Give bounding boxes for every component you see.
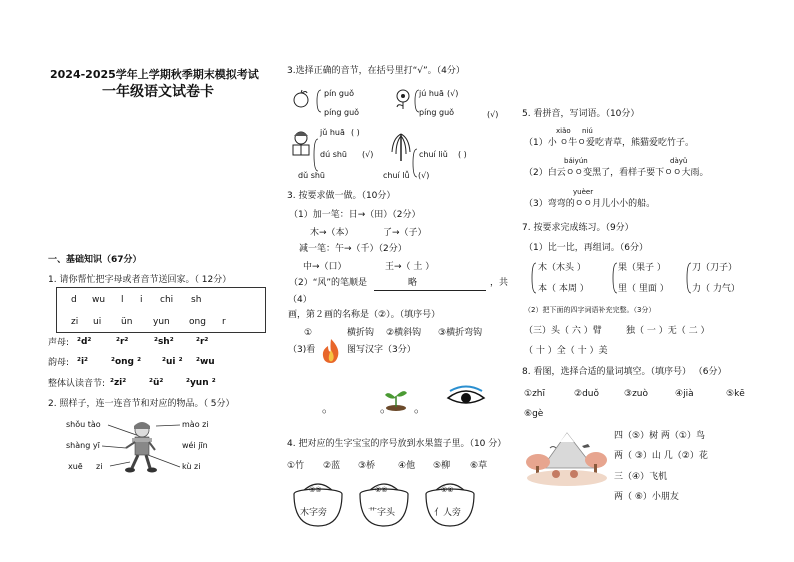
q4-item: ②蓝 bbox=[323, 461, 341, 471]
stroke-option: ③横折弯钩 bbox=[438, 328, 483, 338]
q3-option: pín guǒ bbox=[324, 89, 354, 98]
answer: ²ui ² bbox=[162, 357, 183, 367]
pinyin: dàyǔ bbox=[670, 157, 688, 165]
willow-tree-icon bbox=[390, 130, 412, 162]
basket-label: 艹字头 bbox=[368, 508, 396, 518]
exam-subtitle: 一年级语文试卷卡 bbox=[102, 84, 214, 100]
q2-left-item: shàng yī bbox=[66, 441, 100, 450]
q8-row: 三（④）飞机 bbox=[614, 472, 668, 482]
measure-word-option: ②duǒ bbox=[574, 389, 599, 399]
q1-item: ün bbox=[121, 317, 133, 327]
answer-underline bbox=[374, 290, 486, 291]
q3b-line: 减一笔：午→（千）（2分） bbox=[299, 244, 407, 254]
q3-option: dǔ shū bbox=[298, 171, 325, 180]
q2-left-item: shǒu tào bbox=[66, 420, 101, 429]
q3b-line: （3)看 bbox=[288, 345, 316, 355]
brace-icon bbox=[531, 262, 537, 294]
q1-prompt: 1. 请你帮忙把字母或者音节送回家。（ 12分） bbox=[48, 275, 232, 285]
measure-word-option: ⑤kē bbox=[726, 389, 745, 399]
girl-reading-icon bbox=[288, 130, 314, 160]
answer: ²zi² bbox=[110, 378, 127, 388]
idiom: （ 十 ）全（ 十 ）美 bbox=[524, 346, 608, 356]
basket-label: 亻人旁 bbox=[434, 508, 462, 518]
compare-word: 木（木头 ） bbox=[538, 263, 586, 273]
q3b-line: 图写汉字（3分） bbox=[347, 345, 416, 355]
q2-left-item: xuē bbox=[68, 462, 83, 471]
q8-row: 两（ ③）山 几（②）花 bbox=[614, 451, 708, 461]
q1-item: i bbox=[140, 295, 143, 305]
q8-prompt: 8. 看图，选择合适的量词填空。（填序号） （6分） bbox=[522, 367, 727, 377]
q4-item: ⑥草 bbox=[470, 461, 488, 471]
q1-item: ong bbox=[189, 317, 206, 327]
q8-row: 四（⑤）树 两（①）鸟 bbox=[614, 431, 705, 441]
idiom: （三）头（ 六 ）臂 bbox=[524, 326, 602, 336]
q5-prompt: 5. 看拼音，写词语。（10分） bbox=[522, 109, 640, 119]
q3b-line: 中→（口） bbox=[303, 262, 347, 272]
q4-item: ④他 bbox=[398, 461, 416, 471]
answer: ²i² bbox=[77, 357, 88, 367]
q3-mark: ( ) bbox=[458, 150, 467, 159]
q1-item: yun bbox=[153, 317, 170, 327]
measure-word-option: ③zuò bbox=[624, 389, 649, 399]
pinyin: yuèer bbox=[573, 188, 594, 196]
q3-mark: (√) bbox=[487, 110, 499, 119]
exam-title: 2024-2025学年上学期秋季期末模拟考试 bbox=[50, 68, 259, 81]
compare-word: 力（ 力气） bbox=[692, 284, 740, 294]
q3-option: jú huā bbox=[419, 89, 444, 98]
compare-word: 里（ 里面 ） bbox=[618, 284, 669, 294]
q2-left-item: zi bbox=[96, 462, 103, 471]
q3-mark: (√) bbox=[418, 171, 430, 180]
q3-option: chuí liǔ bbox=[419, 150, 448, 159]
q2-right-item: kù zi bbox=[182, 462, 201, 471]
answer: ²d² bbox=[77, 337, 92, 347]
flower-icon bbox=[392, 88, 414, 110]
q3-option: píng guǒ bbox=[324, 108, 360, 117]
answer: ²yun ² bbox=[186, 378, 216, 388]
compare-word: 果（果子 ） bbox=[618, 263, 666, 273]
q8-row: 两（ ⑥）小朋友 bbox=[614, 492, 679, 502]
pinyin: niú bbox=[582, 127, 593, 135]
answer: ²wu bbox=[196, 357, 215, 367]
bracket-icon bbox=[316, 89, 322, 113]
q3-mark: (√) bbox=[362, 150, 374, 159]
q3b-line: 王→（ 土 ） bbox=[385, 262, 435, 272]
measure-word-option: ①zhī bbox=[524, 389, 545, 399]
q3b-line: 了→（子） bbox=[383, 228, 427, 238]
measure-word-option: ⑥gè bbox=[524, 409, 544, 419]
yunmu-label: 韵母: bbox=[48, 358, 70, 368]
answer: ²r² bbox=[116, 337, 129, 347]
zhengti-label: 整体认读音节: bbox=[48, 379, 106, 389]
measure-word-option: ④jià bbox=[675, 389, 694, 399]
q3-option: jǔ huā bbox=[320, 128, 345, 137]
q4-item: ③桥 bbox=[358, 461, 376, 471]
q5-line: （1）小 ㅇ牛ㅇ爱吃青草，熊猫爱吃竹子。 bbox=[524, 138, 694, 148]
q3b-prompt: 3. 按要求做一做。（10分） bbox=[287, 191, 396, 201]
q3b-line: （4） bbox=[288, 295, 312, 305]
q3-option: chuí lǚ bbox=[383, 171, 410, 180]
q1-item: r bbox=[222, 317, 226, 327]
q4-item: ①竹 bbox=[287, 461, 305, 471]
basket-answer: ①④ bbox=[441, 486, 454, 494]
q2-prompt: 2. 照样子，连一连音节和对应的物品。（ 5分） bbox=[48, 399, 235, 409]
answer: ²sh² bbox=[154, 337, 174, 347]
q3-mark: (√) bbox=[447, 89, 459, 98]
basket-label: 木字旁 bbox=[300, 508, 328, 518]
fire-icon bbox=[320, 338, 342, 364]
pinyin: xiǎo bbox=[556, 127, 571, 135]
answer: ²r² bbox=[196, 337, 209, 347]
section-heading: 一、基础知识（67分） bbox=[48, 255, 142, 265]
blank-dot: 。 bbox=[380, 401, 393, 415]
q2-right-item: mào zi bbox=[182, 420, 209, 429]
q3b-line: （1）加一笔：日→（田）（2分） bbox=[289, 210, 421, 220]
q3b-line: （2）“风”的笔顺是 bbox=[289, 278, 368, 288]
landscape-illustration bbox=[522, 428, 612, 490]
q1-item: ui bbox=[93, 317, 102, 327]
compare-word: 本（ 本周 ） bbox=[538, 284, 589, 294]
stroke-option: ① bbox=[304, 328, 313, 338]
shengmu-label: 声母: bbox=[48, 338, 70, 348]
girl-illustration bbox=[120, 418, 160, 474]
stroke-option: 横折钩 bbox=[347, 328, 375, 338]
q1-item: wu bbox=[92, 295, 106, 305]
q5-line: （3）弯弯的ㅇㅇ月儿小小的船。 bbox=[524, 199, 656, 209]
q3b-line: 画，第２画的名称是（②）。（填序号） bbox=[288, 310, 441, 320]
answer: ²ü² bbox=[149, 378, 164, 388]
stroke-option: ②横斜钩 bbox=[386, 328, 422, 338]
q4-prompt: 4. 把对应的生字宝宝的序号放到水果篮子里。（10 分） bbox=[287, 439, 507, 449]
eye-icon bbox=[446, 386, 486, 408]
q2-right-item: wéi jīn bbox=[182, 441, 208, 450]
bracket-icon bbox=[313, 138, 319, 172]
idiom: 独（ 一 ）无（ 二 ） bbox=[626, 326, 710, 336]
q3b-line: ，共 bbox=[490, 278, 509, 288]
q1-item: chi bbox=[160, 295, 174, 305]
q1-item: zi bbox=[71, 317, 79, 327]
q3-option: dú shū bbox=[320, 150, 347, 159]
basket-answer: ②⑥ bbox=[375, 486, 388, 494]
q5-line: （2）白云ㅇㅇ变黑了，看样子要下ㅇㅇ大雨。 bbox=[524, 168, 709, 178]
q7-sub: （2）把下面的四字词语补充完整。（3分） bbox=[524, 306, 656, 314]
q1-item: d bbox=[71, 295, 77, 305]
q4-item: ⑤柳 bbox=[433, 461, 451, 471]
q7-prompt: 7. 按要求完成练习。（9分） bbox=[522, 223, 634, 233]
answer: ²ong ² bbox=[111, 357, 142, 367]
q3-option: píng guǒ bbox=[419, 108, 455, 117]
blank-dot: 。 bbox=[322, 401, 335, 415]
q3-prompt: 3.选择正确的音节，在括号里打“√”。（4分） bbox=[287, 66, 465, 76]
q7-sub: （1）比一比，再组词。（6分） bbox=[524, 243, 648, 253]
basket-answer: ③⑤ bbox=[309, 486, 322, 494]
q3-mark: ( ) bbox=[351, 128, 360, 137]
blank-dot: 。 bbox=[414, 401, 427, 415]
apple-icon bbox=[292, 90, 310, 108]
pinyin: báiyún bbox=[564, 157, 588, 165]
stroke-order-answer: 略 bbox=[408, 278, 418, 288]
q3b-line: 木→（本） bbox=[310, 228, 354, 238]
q1-item: l bbox=[121, 295, 124, 305]
q1-item: sh bbox=[191, 295, 202, 305]
compare-word: 刀（刀子） bbox=[692, 263, 738, 273]
